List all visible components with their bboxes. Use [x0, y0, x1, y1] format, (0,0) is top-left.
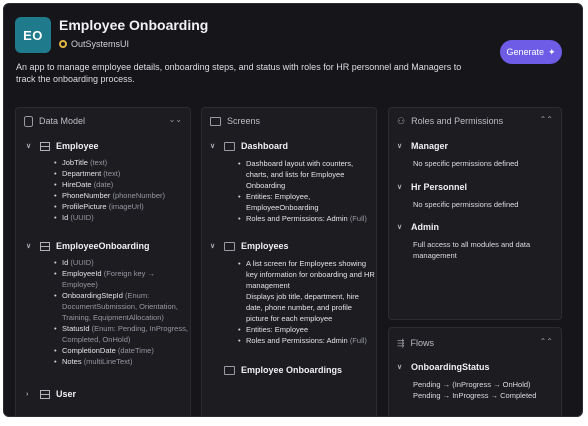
table-icon: [40, 390, 50, 399]
roles-header[interactable]: [389, 108, 561, 134]
entity-employee[interactable]: [26, 141, 99, 151]
chevron-down-icon: ∨: [210, 243, 216, 250]
field-item: • Department (text): [62, 168, 191, 179]
field-item: • JobTitle (text): [62, 157, 191, 168]
screen-icon: [224, 142, 235, 151]
chevron-down-icon: ∨: [397, 224, 403, 231]
role-description: No specific permissions defined: [413, 200, 519, 209]
screen-icon: [224, 242, 235, 251]
data-model-title: Data Model: [39, 116, 86, 126]
entity-name: EmployeeOnboarding: [56, 241, 150, 251]
screen-employee-onboardings[interactable]: [210, 365, 342, 375]
field-item: • StatusId (Enum: Pending, InProgress, Completed, OnHold): [62, 323, 190, 345]
flows-title: Flows: [410, 338, 435, 348]
entity-name: Employee: [56, 141, 99, 151]
role-description: No specific permissions defined: [413, 159, 519, 168]
entity-employee-onboarding[interactable]: [26, 241, 150, 251]
screens-header[interactable]: [202, 108, 376, 134]
entity-user[interactable]: [26, 389, 76, 399]
employees-details: [236, 258, 376, 346]
chevron-down-icon: ∨: [26, 243, 32, 250]
org-icon: [59, 40, 67, 48]
field-item: • EmployeeId (Foreign key → Employee): [62, 268, 190, 290]
detail-item: • Entities: Employee, EmployeeOnboarding: [246, 191, 376, 213]
screen-dashboard[interactable]: [210, 141, 288, 151]
flow-step: Pending → (InProgress → OnHold): [413, 380, 531, 389]
chevron-right-icon: ›: [26, 390, 29, 398]
chevron-down-icon: ∨: [397, 184, 403, 191]
roles-panel: [388, 107, 562, 320]
screens-title: Screens: [227, 116, 261, 126]
detail-item: • Roles and Permissions: Admin (Full): [246, 213, 376, 224]
field-item: • Id (UUID): [62, 257, 190, 268]
role-admin[interactable]: ∨ Admin: [397, 222, 439, 232]
detail-item: • A list screen for Employees showing key information for onboarding and HR management Displays job title, department, hire date, phone number, and profile picture for each employee: [246, 258, 376, 324]
database-icon: [24, 116, 33, 127]
screen-icon: [210, 117, 221, 126]
screen-name: Employee Onboardings: [241, 365, 343, 375]
flows-panel: [388, 327, 562, 417]
role-manager[interactable]: ∨ Manager: [397, 141, 449, 151]
flows-header[interactable]: [389, 328, 561, 358]
sparkle-icon: ✦: [547, 46, 556, 57]
role-description: Full access to all modules and data management: [413, 240, 531, 260]
org-label: [59, 39, 129, 49]
employee-fields: [52, 157, 191, 223]
table-icon: [40, 242, 50, 251]
field-item: • Id (UUID): [62, 212, 191, 223]
field-item: • Notes (multiLineText): [62, 356, 190, 367]
flow-onboarding-status[interactable]: ∨ OnboardingStatus: [397, 362, 490, 372]
collapse-icon[interactable]: ⌄⌄: [168, 115, 182, 124]
field-item: • HireDate (date): [62, 179, 191, 190]
data-model-panel: [15, 107, 191, 417]
generate-button[interactable]: [500, 40, 562, 64]
app-window: [3, 3, 583, 417]
detail-note: Displays job title, department, hire date, phone number, and profile picture for each employee: [246, 292, 359, 323]
chevron-down-icon: ∨: [210, 143, 216, 150]
chevron-down-icon: ∨: [397, 143, 403, 150]
field-item: • CompletionDate (dateTime): [62, 345, 190, 356]
employee-onboarding-fields: [52, 257, 190, 367]
generate-label: Generate: [506, 47, 544, 57]
collapse-icon[interactable]: ⌃⌃: [539, 337, 553, 346]
flow-icon: ⇶: [397, 337, 405, 348]
users-icon: ⚇: [397, 115, 406, 126]
collapse-icon[interactable]: ⌃⌃: [539, 115, 553, 124]
screens-panel: [201, 107, 377, 417]
roles-title: Roles and Permissions: [411, 116, 504, 126]
table-icon: [40, 142, 50, 151]
data-model-header[interactable]: [16, 108, 190, 134]
entity-name: User: [56, 389, 77, 399]
screen-name: Employees: [241, 241, 289, 251]
detail-item: • Entities: Employee: [246, 324, 376, 335]
org-name: OutSystemsUI: [71, 39, 130, 49]
detail-item: • Roles and Permissions: Admin (Full): [246, 335, 376, 346]
app-title: Employee Onboarding: [59, 17, 209, 33]
app-logo: EO: [15, 17, 51, 53]
screen-name: Dashboard: [241, 141, 289, 151]
dashboard-details: [236, 158, 376, 224]
chevron-down-icon: ∨: [397, 364, 403, 371]
screen-employees[interactable]: [210, 241, 289, 251]
field-item: • OnboardingStepId (Enum: DocumentSubmission, Orientation, Training, EquipmentAllocation): [62, 290, 190, 323]
screen-icon: [224, 366, 235, 375]
field-item: • PhoneNumber (phoneNumber): [62, 190, 191, 201]
detail-item: • Dashboard layout with counters, charts, and lists for Employee Onboarding: [246, 158, 376, 191]
field-item: • ProfilePicture (imageUrl): [62, 201, 191, 212]
role-hr-personnel[interactable]: ∨ Hr Personnel: [397, 182, 468, 192]
app-description: An app to manage employee details, onboarding steps, and status with roles for HR personnel and Managers to track the onboarding process.: [16, 62, 462, 84]
chevron-down-icon: ∨: [26, 143, 32, 150]
flow-step: Pending → InProgress → Completed: [413, 391, 537, 400]
